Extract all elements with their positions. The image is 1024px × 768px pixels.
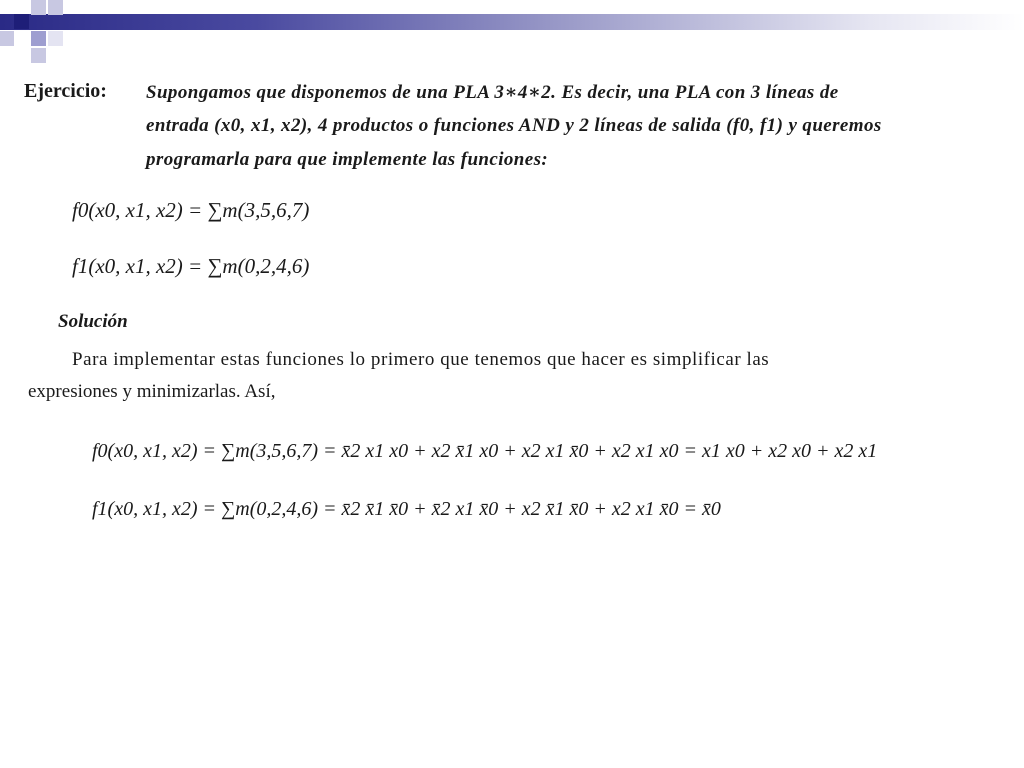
header-square [48, 31, 63, 46]
given-f1-equation: f1(x0, x1, x2) = ∑m(0,2,4,6) [72, 254, 310, 278]
header-square [31, 48, 46, 63]
solucion-paragraph-line-2: expresiones y minimizarlas. Así, [28, 381, 276, 402]
given-f0-equation: f0(x0, x1, x2) = ∑m(3,5,6,7) [72, 198, 310, 222]
expanded-f1-equation: f1(x0, x1, x2) = ∑m(0,2,4,6) = x̄2 x̄1 x̄0 + x̄2 x1 x̄0 + x2 x̄1 x̄0 + x2 x1 x̄0 = x̄0 [92, 498, 721, 520]
header-square [31, 0, 46, 15]
ejercicio-line-3: programarla para que implemente las funciones: [146, 149, 549, 170]
ejercicio-label: Ejercicio: [24, 80, 107, 102]
header-square [31, 31, 46, 46]
header-square [0, 31, 14, 46]
header-bar [0, 14, 1024, 30]
expanded-f0-equation: f0(x0, x1, x2) = ∑m(3,5,6,7) = x̄2 x1 x0 + x2 x̄1 x0 + x2 x1 x̄0 + x2 x1 x0 = x1 x0 + x2 x0 + x2 x1 [92, 440, 878, 462]
header-square [48, 0, 63, 15]
header-square-dark [14, 14, 29, 29]
solucion-label: Solución [58, 311, 128, 332]
solucion-paragraph-line-1: Para implementar estas funciones lo primero que tenemos que hacer es simplificar las [72, 349, 770, 370]
ejercicio-line-1: Supongamos que disponemos de una PLA 3∗4∗2. Es decir, una PLA con 3 líneas de [146, 82, 839, 103]
ejercicio-line-2: entrada (x0, x1, x2), 4 productos o funciones AND y 2 líneas de salida (f0, f1) y queremos [146, 115, 882, 136]
